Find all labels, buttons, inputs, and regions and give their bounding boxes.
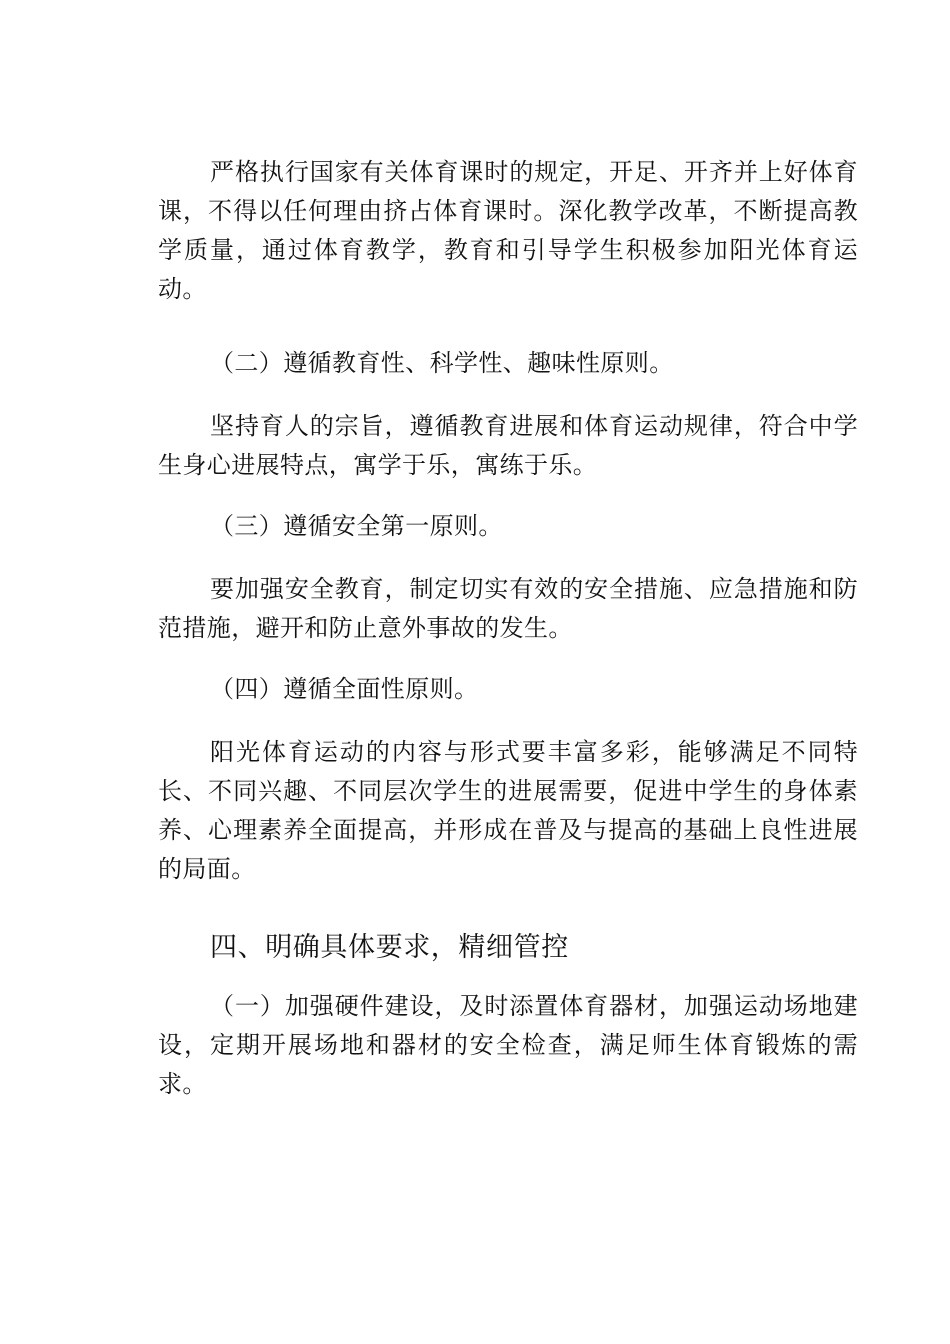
paragraph-hardware-construction: （一）加强硬件建设，及时添置体育器材，加强运动场地建设，定期开展场地和器材的安全检查，满足师生体育锻炼的需求。 [158, 992, 858, 1098]
paragraph-comprehensive-principle: 阳光体育运动的内容与形式要丰富多彩，能够满足不同特长、不同兴趣、不同层次学生的进展需要，促进中学生的身体素养、心理素养全面提高，并形成在普及与提高的基础上良性进展的局面。 [158, 738, 858, 883]
principle-heading-education: （二）遵循教育性、科学性、趣味性原则。 [210, 349, 674, 377]
section-heading-requirements: 四、明确具体要求，精细管控 [210, 932, 569, 963]
principle-heading-safety: （三）遵循安全第一原则。 [210, 512, 503, 540]
paragraph-pe-class-hours: 严格执行国家有关体育课时的规定，开足、开齐并上好体育课，不得以任何理由挤占体育课时。深化教学改革，不断提高教学质量，通过体育教学，教育和引导学生积极参加阳光体育运动。 [158, 158, 858, 303]
paragraph-education-principle: 坚持育人的宗旨，遵循教育进展和体育运动规律，符合中学生身心进展特点，寓学于乐，寓练于乐。 [158, 412, 858, 479]
paragraph-safety-principle: 要加强安全教育，制定切实有效的安全措施、应急措施和防范措施，避开和防止意外事故的发生。 [158, 575, 858, 642]
principle-heading-comprehensive: （四）遵循全面性原则。 [210, 675, 479, 703]
